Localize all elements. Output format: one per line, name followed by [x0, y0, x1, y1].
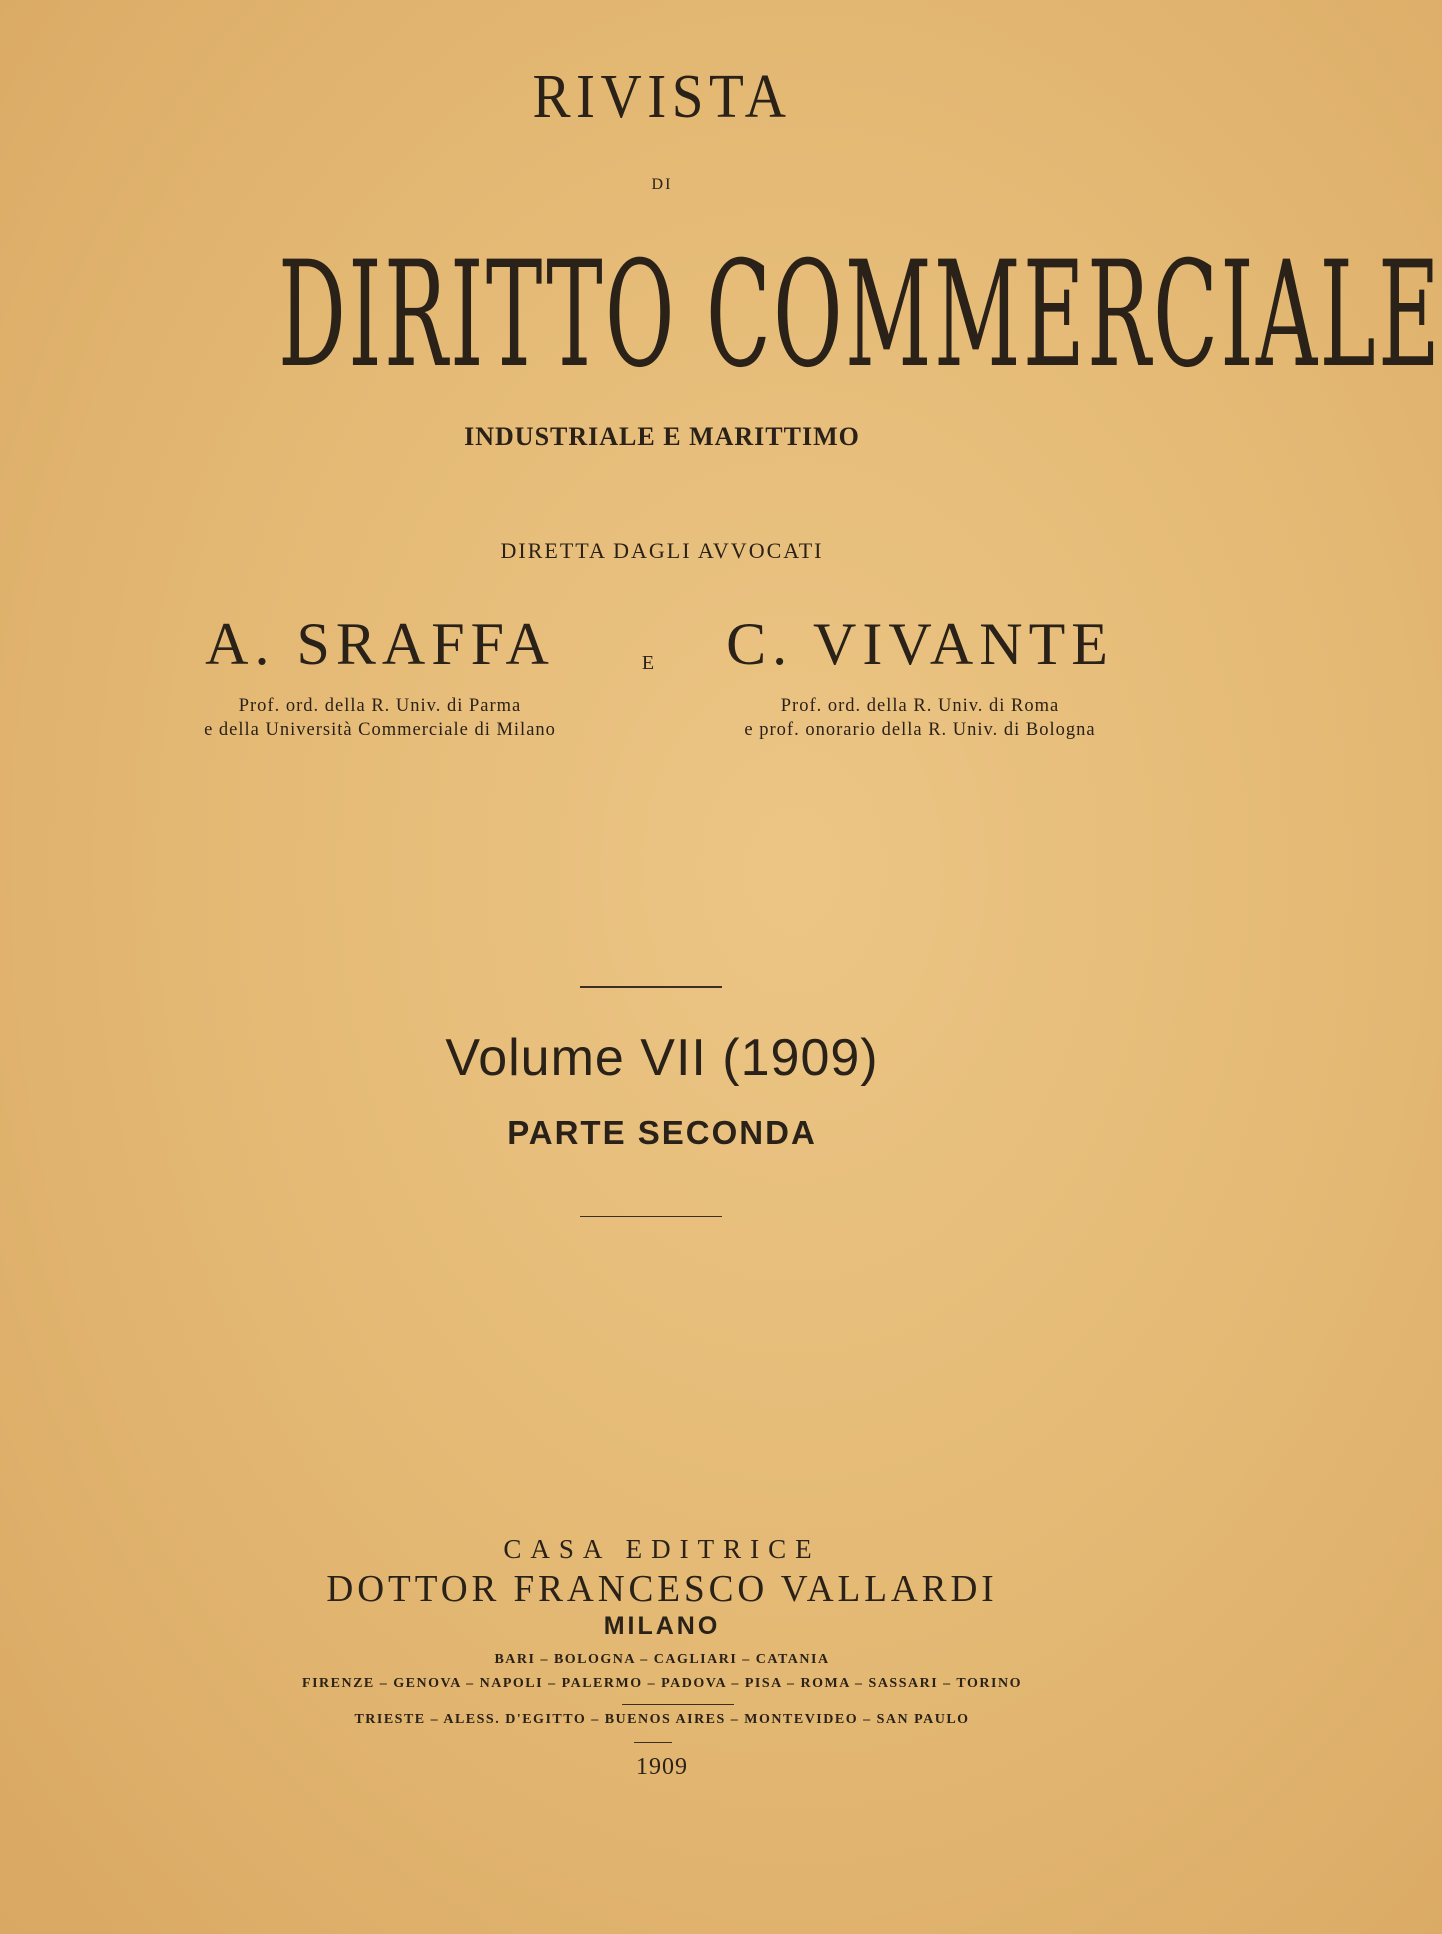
editor-left — [140, 612, 620, 742]
divider-top — [580, 986, 722, 988]
editor-right-name: C. VIVANTE — [726, 611, 1114, 677]
subtitle: INDUSTRIALE E MARITTIMO — [464, 422, 860, 451]
imprint-divider-1 — [622, 1704, 734, 1705]
part-label: PARTE SECONDA — [507, 1114, 817, 1151]
journal-label: RIVISTA — [532, 63, 792, 131]
publisher-city: MILANO — [603, 1612, 721, 1640]
preposition-di: DI — [651, 176, 673, 193]
volume-label: Volume VII (1909) — [445, 1029, 879, 1087]
branch-cities-1: BARI – BOLOGNA – CAGLIARI – CATANIA — [494, 1652, 830, 1667]
directed-by-label: DIRETTA DAGLI AVVOCATI — [500, 538, 824, 563]
editor-right-affiliation-2: e prof. onorario della R. Univ. di Bologna — [744, 720, 1096, 740]
publication-year: 1909 — [636, 1754, 688, 1780]
publisher-name: DOTTOR FRANCESCO VALLARDI — [326, 1568, 998, 1610]
divider-bottom — [580, 1216, 722, 1217]
publisher-label: CASA EDITRICE — [503, 1534, 821, 1564]
imprint-divider-2 — [634, 1742, 672, 1743]
editor-left-name: A. SRAFFA — [205, 611, 555, 677]
editor-left-affiliation-1: Prof. ord. della R. Univ. di Parma — [238, 696, 522, 716]
editor-left-affiliation-2: e della Università Commerciale di Milano — [204, 720, 556, 740]
main-title: DIRITTO COMMERCIALE — [278, 230, 1442, 400]
editors-conjunction: E — [641, 652, 655, 674]
editor-right-affiliation-1: Prof. ord. della R. Univ. di Roma — [780, 696, 1060, 716]
branch-cities-3: TRIESTE – ALESS. D'EGITTO – BUENOS AIRES – MONTEVIDEO – SAN PAULO — [354, 1712, 970, 1727]
editor-right — [680, 612, 1160, 742]
branch-cities-2: FIRENZE – GENOVA – NAPOLI – PALERMO – PADOVA – PISA – ROMA – SASSARI – TORINO — [302, 1676, 1022, 1691]
